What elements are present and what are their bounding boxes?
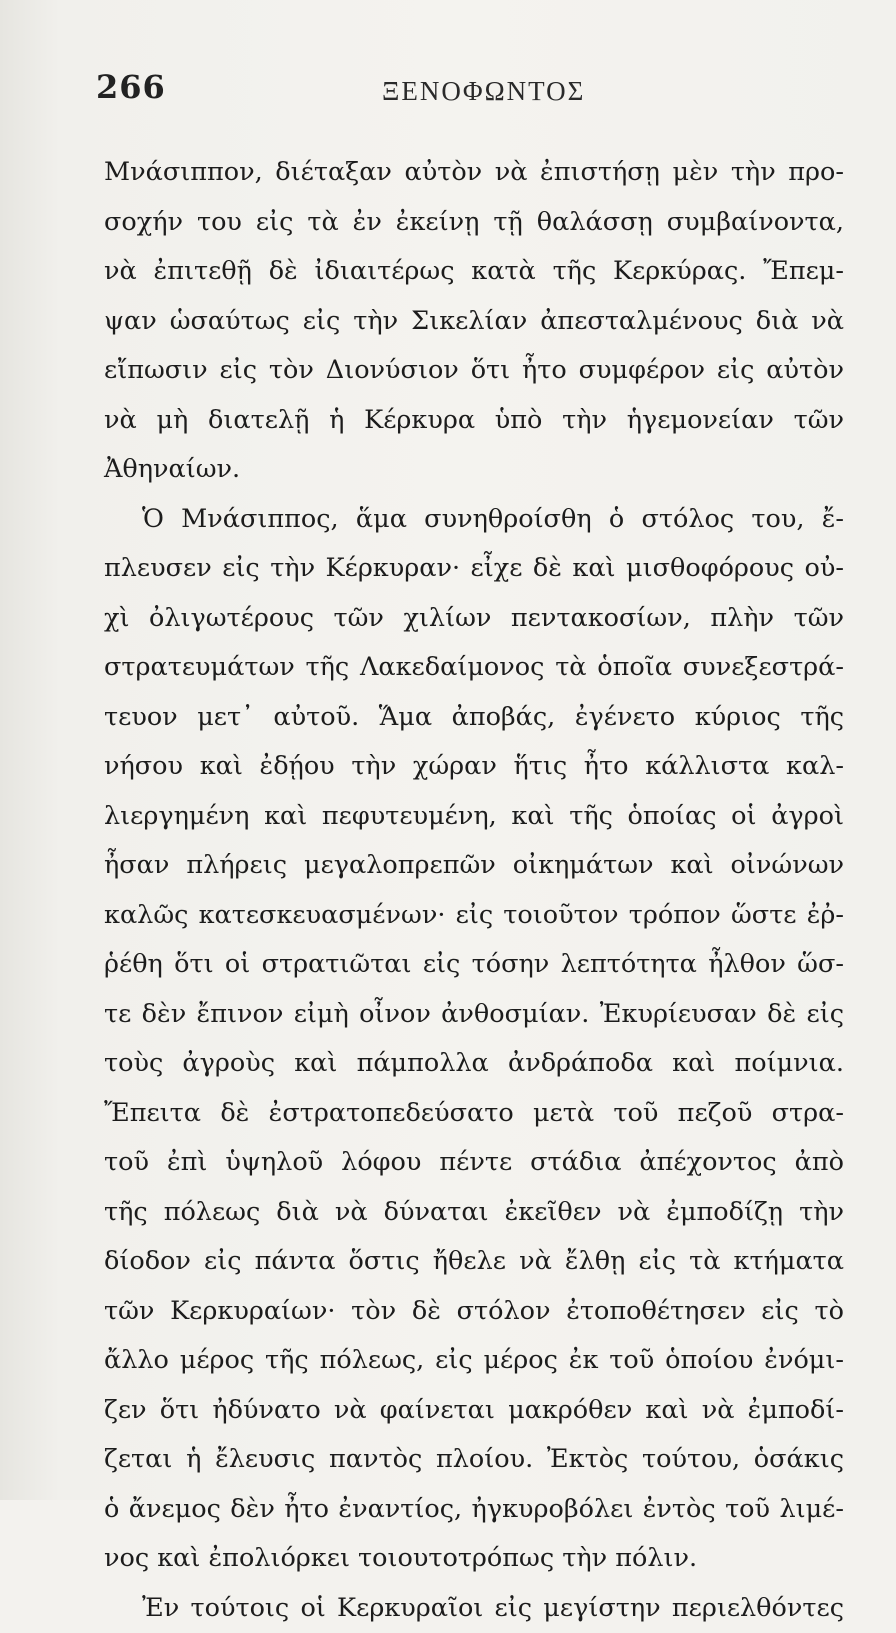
text-line: Μνάσιππον, διέταξαν αὐτὸν νὰ ἐπιστήσῃ μὲν τὴν προ- — [104, 148, 844, 198]
text-line: τε δὲν ἔπινον εἰμὴ οἶνον ἀνθοσμίαν. Ἐκυρίευσαν δὲ εἰς — [104, 990, 844, 1040]
page-header — [0, 64, 896, 114]
body-text — [104, 148, 844, 1633]
text-line: εἴπωσιν εἰς τὸν Διονύσιον ὅτι ἦτο συμφέρον εἰς αὐτὸν — [104, 346, 844, 396]
text-line: νὰ μὴ διατελῇ ἡ Κέρκυρα ὑπὸ τὴν ἡγεμονείαν τῶν — [104, 396, 844, 446]
text-line: Ἀθηναίων. — [104, 445, 844, 495]
text-line: Ὁ Μνάσιππος, ἅμα συνηθροίσθη ὁ στόλος του, ἔ- — [104, 495, 844, 545]
text-line: πλευσεν εἰς τὴν Κέρκυραν· εἶχε δὲ καὶ μισθοφόρους οὐ- — [104, 544, 844, 594]
text-line: τοῦ ἐπὶ ὑψηλοῦ λόφου πέντε στάδια ἀπέχοντος ἀπὸ — [104, 1138, 844, 1188]
text-line: λιεργημένη καὶ πεφυτευμένη, καὶ τῆς ὁποίας οἱ ἀγροὶ — [104, 792, 844, 842]
text-line: ἦσαν πλήρεις μεγαλοπρεπῶν οἰκημάτων καὶ οἰνώνων — [104, 841, 844, 891]
text-line: ῥέθη ὅτι οἱ στρατιῶται εἰς τόσην λεπτότητα ἦλθον ὥσ- — [104, 940, 844, 990]
text-line: ζεν ὅτι ἠδύνατο νὰ φαίνεται μακρόθεν καὶ νὰ ἐμποδί- — [104, 1386, 844, 1436]
text-line: χὶ ὀλιγωτέρους τῶν χιλίων πεντακοσίων, πλὴν τῶν — [104, 594, 844, 644]
text-line: ψαν ὡσαύτως εἰς τὴν Σικελίαν ἀπεσταλμένους διὰ νὰ — [104, 297, 844, 347]
text-line: τῆς πόλεως διὰ νὰ δύναται ἐκεῖθεν νὰ ἐμποδίζῃ τὴν — [104, 1188, 844, 1238]
text-line: Ἐν τούτοις οἱ Κερκυραῖοι εἰς μεγίστην περιελθόντες — [104, 1584, 844, 1633]
text-line: στρατευμάτων τῆς Λακεδαίμονος τὰ ὁποῖα συνεξεστρά- — [104, 643, 844, 693]
running-head: ΞΕΝΟΦΩΝΤΟΣ — [382, 76, 585, 107]
text-line: τοὺς ἀγροὺς καὶ πάμπολλα ἀνδράποδα καὶ ποίμνια. — [104, 1039, 844, 1089]
text-line: νήσου καὶ ἐδῄου τὴν χώραν ἥτις ἦτο κάλλιστα καλ- — [104, 742, 844, 792]
text-line: Ἔπειτα δὲ ἐστρατοπεδεύσατο μετὰ τοῦ πεζοῦ στρα- — [104, 1089, 844, 1139]
text-line: νὰ ἐπιτεθῇ δὲ ἰδιαιτέρως κατὰ τῆς Κερκύρας. Ἔπεμ- — [104, 247, 844, 297]
text-line: δίοδον εἰς πάντα ὅστις ἤθελε νὰ ἔλθῃ εἰς τὰ κτήματα — [104, 1237, 844, 1287]
text-line: καλῶς κατεσκευασμένων· εἰς τοιοῦτον τρόπον ὥστε ἐῤ- — [104, 891, 844, 941]
text-line: τευον μετ᾽ αὐτοῦ. Ἅμα ἀποβάς, ἐγένετο κύριος τῆς — [104, 693, 844, 743]
page-number: 266 — [96, 68, 166, 106]
text-line: ζεται ἡ ἔλευσις παντὸς πλοίου. Ἐκτὸς τούτου, ὁσάκις — [104, 1435, 844, 1485]
text-line: ἄλλο μέρος τῆς πόλεως, εἰς μέρος ἐκ τοῦ ὁποίου ἐνόμι- — [104, 1336, 844, 1386]
text-line: τῶν Κερκυραίων· τὸν δὲ στόλον ἐτοποθέτησεν εἰς τὸ — [104, 1287, 844, 1337]
text-line: ὁ ἄνεμος δὲν ἦτο ἐναντίος, ἠγκυροβόλει ἐντὸς τοῦ λιμέ- — [104, 1485, 844, 1535]
text-line: νος καὶ ἐπολιόρκει τοιουτοτρόπως τὴν πόλιν. — [104, 1534, 844, 1584]
text-line: σοχήν του εἰς τὰ ἐν ἐκείνῃ τῇ θαλάσσῃ συμβαίνοντα, — [104, 198, 844, 248]
